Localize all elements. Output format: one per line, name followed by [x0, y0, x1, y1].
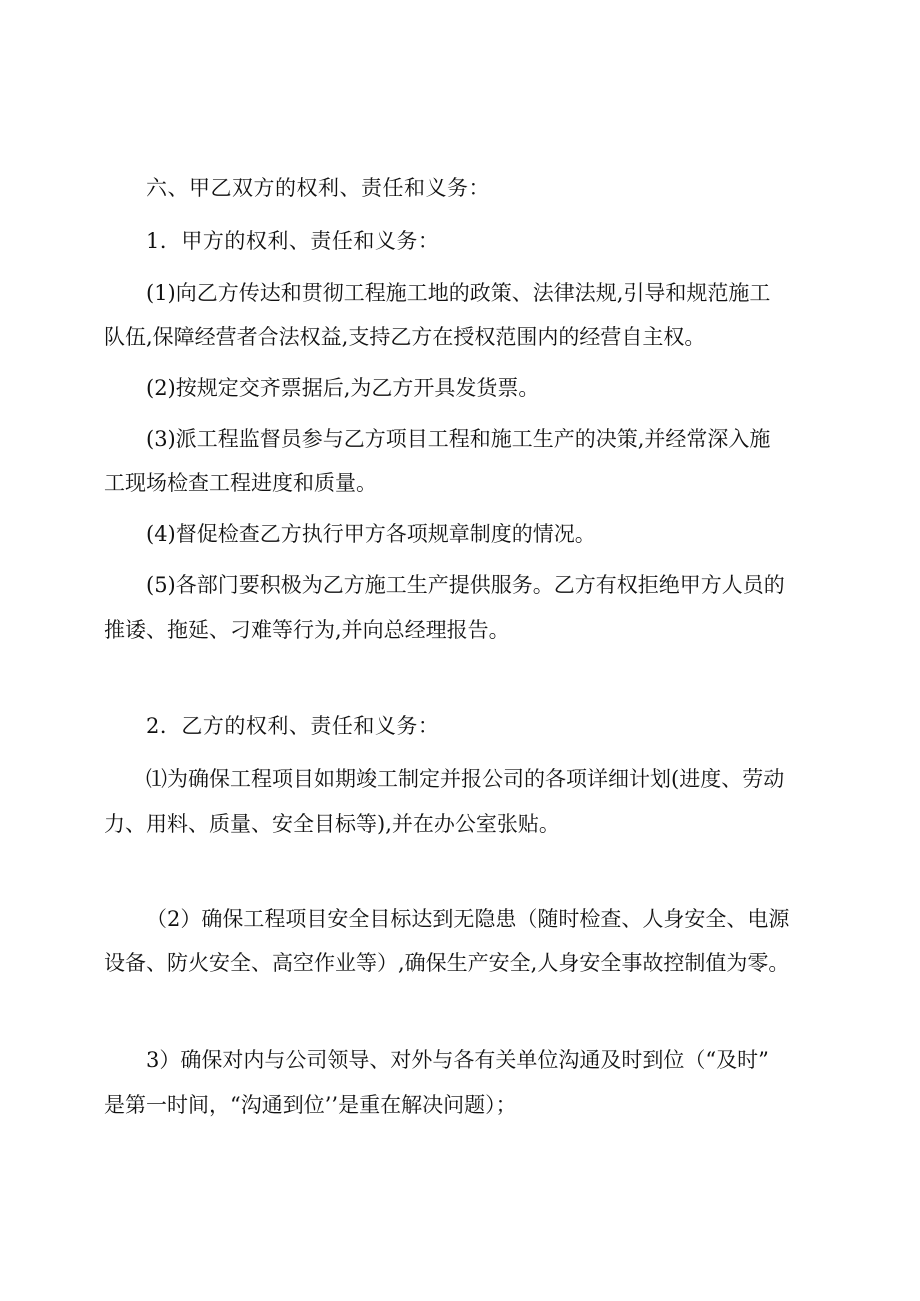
part1-item3-line1: (3)派工程监督员参与乙方项目工程和施工生产的决策,并经常深入施: [146, 427, 771, 451]
part2-item1-line2: 力、用料、质量、安全目标等),并在办公室张贴。: [104, 812, 560, 836]
part2-item1-line1: ⑴为确保工程项目如期竣工制定并报公司的各项详细计划(进度、劳动: [146, 767, 785, 791]
part1-item5-line2: 推诿、拖延、刁难等行为,并向总经理报告。: [104, 618, 510, 642]
part1-item2-line1: (2)按规定交齐票据后,为乙方开具发货票。: [146, 376, 540, 400]
part2-item3-line1: 3）确保对内与公司领导、对外与各有关单位沟通及时到位（“及时”: [146, 1048, 769, 1072]
part2-item2-line2: 设备、防火安全、高空作业等）,确保生产安全,人身安全事故控制值为零。: [104, 951, 790, 975]
part1-item5-line1: (5)各部门要积极为乙方施工生产提供服务。乙方有权拒绝甲方人员的: [146, 573, 785, 597]
part2-item2-line1: （2）确保工程项目安全目标达到无隐患（随时检查、人身安全、电源: [146, 907, 790, 931]
part1-heading: 1．甲方的权利、责任和义务：: [146, 229, 440, 253]
part2-item3-line2: 是第一时间，“沟通到位’’是重在解决问题）；: [104, 1093, 517, 1117]
part1-item4-line1: (4)督促检查乙方执行甲方各项规章制度的情况。: [146, 522, 596, 546]
part1-item1-line1: (1)向乙方传达和贯彻工程施工地的政策、法律法规,引导和规范施工: [146, 281, 771, 305]
part1-item1-line2: 队伍,保障经营者合法权益,支持乙方在授权范围内的经营自主权。: [104, 325, 706, 349]
section-heading: 六、甲乙双方的权利、责任和义务：: [146, 176, 490, 200]
part1-item3-line2: 工现场检查工程进度和质量。: [104, 471, 377, 495]
part2-heading: 2．乙方的权利、责任和义务：: [146, 714, 440, 738]
